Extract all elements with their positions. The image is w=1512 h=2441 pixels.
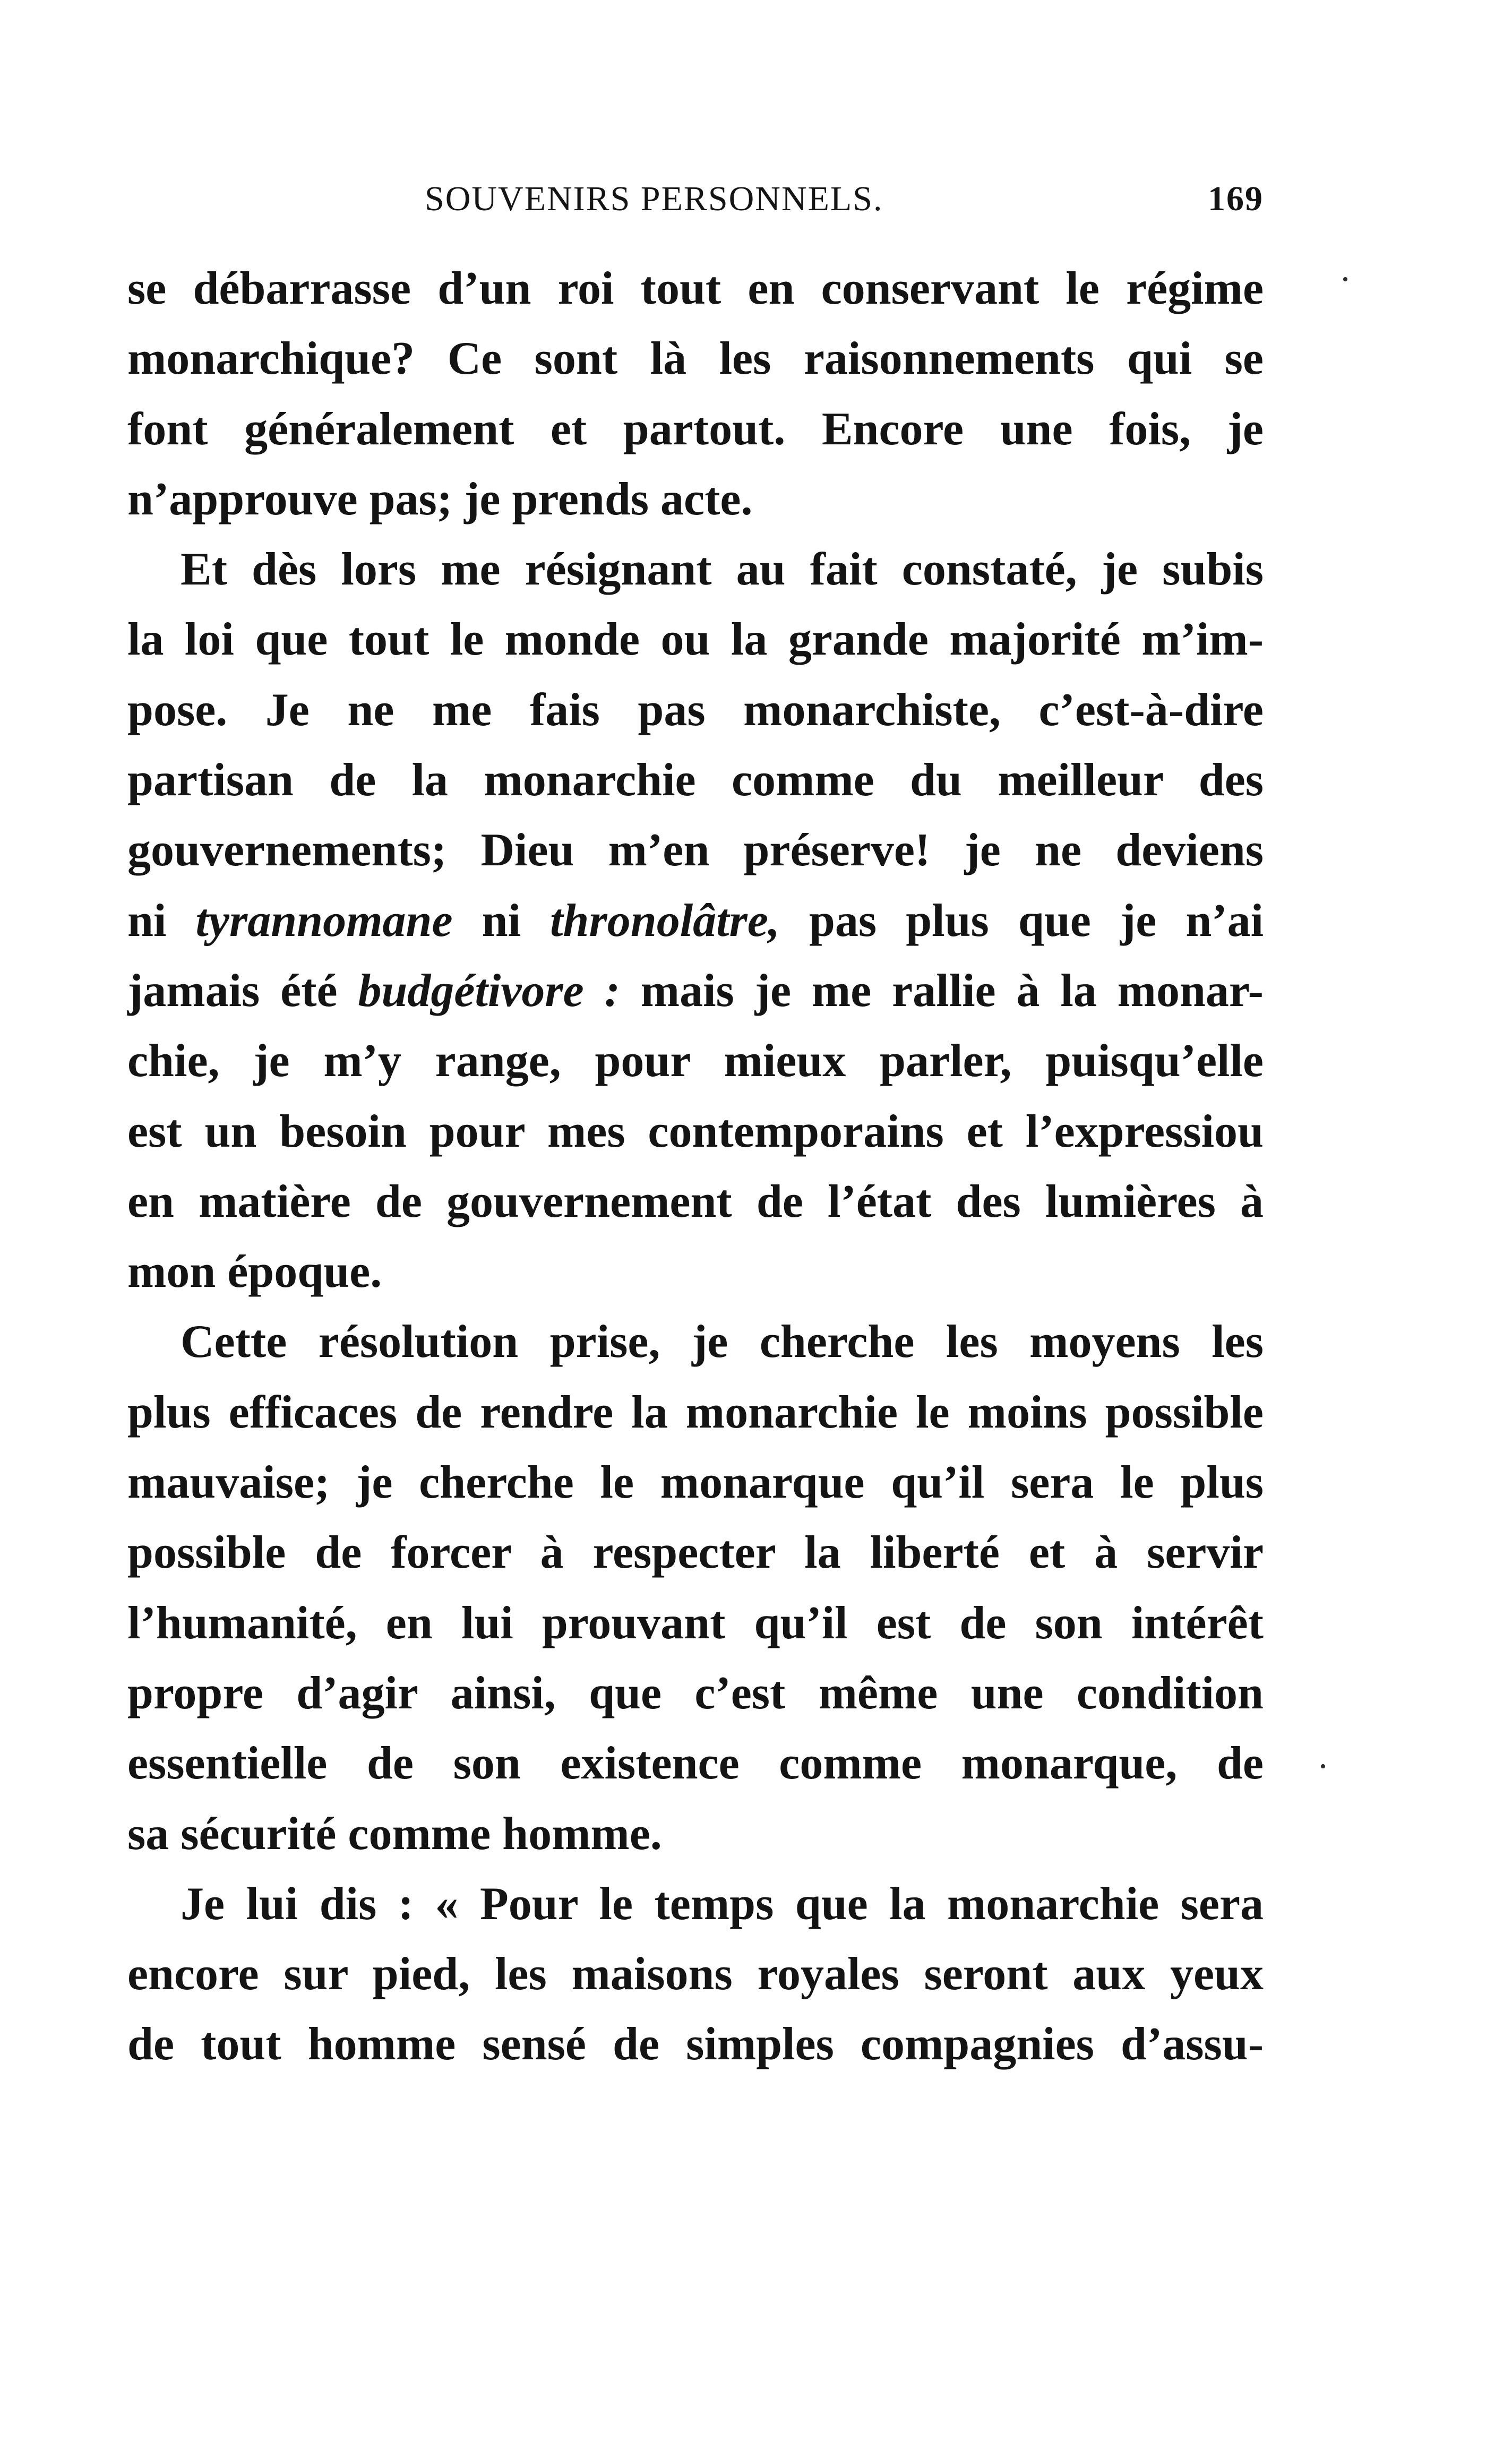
text-run: Cette résolution prise, je cherche les moyens les xyxy=(181,1316,1264,1368)
text-line xyxy=(127,1799,1264,1869)
italic-term: thronolâtre, xyxy=(550,895,780,947)
text-run: ni xyxy=(452,895,551,947)
text-run: l’humanité, en lui prouvant qu’il est de son intérêt xyxy=(127,1597,1264,1649)
text-run: Et dès lors me résignant au fait constaté, je subis xyxy=(181,544,1264,596)
text-run: essentielle de son existence comme monarque, de xyxy=(127,1738,1264,1790)
text-run: de tout homme sensé de simples compagnies d’assu- xyxy=(127,2018,1264,2070)
text-line xyxy=(127,324,1264,394)
text-run: mon époque. xyxy=(127,1246,382,1298)
text-line xyxy=(127,394,1264,465)
text-run: sa sécurité comme homme. xyxy=(127,1808,662,1860)
text-run: possible de forcer à respecter la liberté et à servir xyxy=(127,1527,1264,1579)
text-run: gouvernements; Dieu m’en préserve! je ne deviens xyxy=(127,824,1264,876)
italic-term: budgétivore : xyxy=(358,965,620,1017)
text-run: propre d’agir ainsi, que c’est même une condition xyxy=(127,1667,1264,1719)
text-line xyxy=(127,675,1264,745)
text-run: encore sur pied, les maisons royales seront aux yeux xyxy=(127,1948,1264,2000)
ink-speck xyxy=(1321,1764,1325,1768)
text-run: pas plus que je n’ai xyxy=(779,895,1264,947)
text-line xyxy=(127,2009,1264,2079)
text-run: mauvaise; je cherche le monarque qu’il sera le plus xyxy=(127,1457,1264,1509)
text-line xyxy=(127,1588,1264,1658)
text-run: en matière de gouvernement de l’état des lumières à xyxy=(127,1175,1264,1227)
text-run: plus efficaces de rendre la monarchie le moins possible xyxy=(127,1386,1264,1438)
text-run: mais je me rallie à la monar- xyxy=(620,965,1264,1017)
text-line xyxy=(127,1378,1264,1448)
text-run: ni xyxy=(127,895,196,947)
text-run: jamais été xyxy=(127,965,358,1017)
text-line xyxy=(127,1026,1264,1096)
text-line xyxy=(127,605,1264,675)
text-line xyxy=(127,815,1264,886)
text-line xyxy=(127,1939,1264,2009)
text-line xyxy=(127,254,1264,324)
ink-speck xyxy=(1343,277,1347,281)
body-text xyxy=(127,254,1264,2080)
running-head xyxy=(127,178,1264,220)
text-run: pose. Je ne me fais pas monarchiste, c’est-à-dire xyxy=(127,684,1264,736)
text-line xyxy=(127,1658,1264,1729)
italic-term: tyrannomane xyxy=(195,895,453,947)
text-run: la loi que tout le monde ou la grande majorité m’im- xyxy=(127,614,1264,666)
text-run: font généralement et partout. Encore une fois, je xyxy=(127,403,1264,455)
text-run: n’approuve pas; je prends acte. xyxy=(127,473,753,525)
text-run: chie, je m’y range, pour mieux parler, puisqu’elle xyxy=(127,1035,1264,1087)
running-title: SOUVENIRS PERSONNELS. xyxy=(425,179,883,218)
text-line xyxy=(127,956,1264,1026)
text-line xyxy=(127,886,1264,956)
text-run: se débarrasse d’un roi tout en conservant le régime xyxy=(127,263,1264,314)
text-line xyxy=(127,745,1264,815)
text-line xyxy=(127,1097,1264,1167)
text-line xyxy=(127,1167,1264,1237)
page-number: 169 xyxy=(1208,179,1264,218)
text-line xyxy=(127,1729,1264,1799)
text-line xyxy=(127,1307,1264,1377)
text-line xyxy=(127,535,1264,605)
text-line xyxy=(127,1869,1264,1939)
text-run: est un besoin pour mes contemporains et l’expressiou xyxy=(127,1105,1264,1157)
text-run: Je lui dis : « Pour le temps que la monarchie sera xyxy=(181,1878,1264,1930)
text-line xyxy=(127,1448,1264,1518)
text-run: monarchique? Ce sont là les raisonnements qui se xyxy=(127,333,1264,385)
text-line xyxy=(127,1518,1264,1588)
text-line xyxy=(127,465,1264,535)
text-line xyxy=(127,1237,1264,1307)
text-run: partisan de la monarchie comme du meilleur des xyxy=(127,754,1264,806)
